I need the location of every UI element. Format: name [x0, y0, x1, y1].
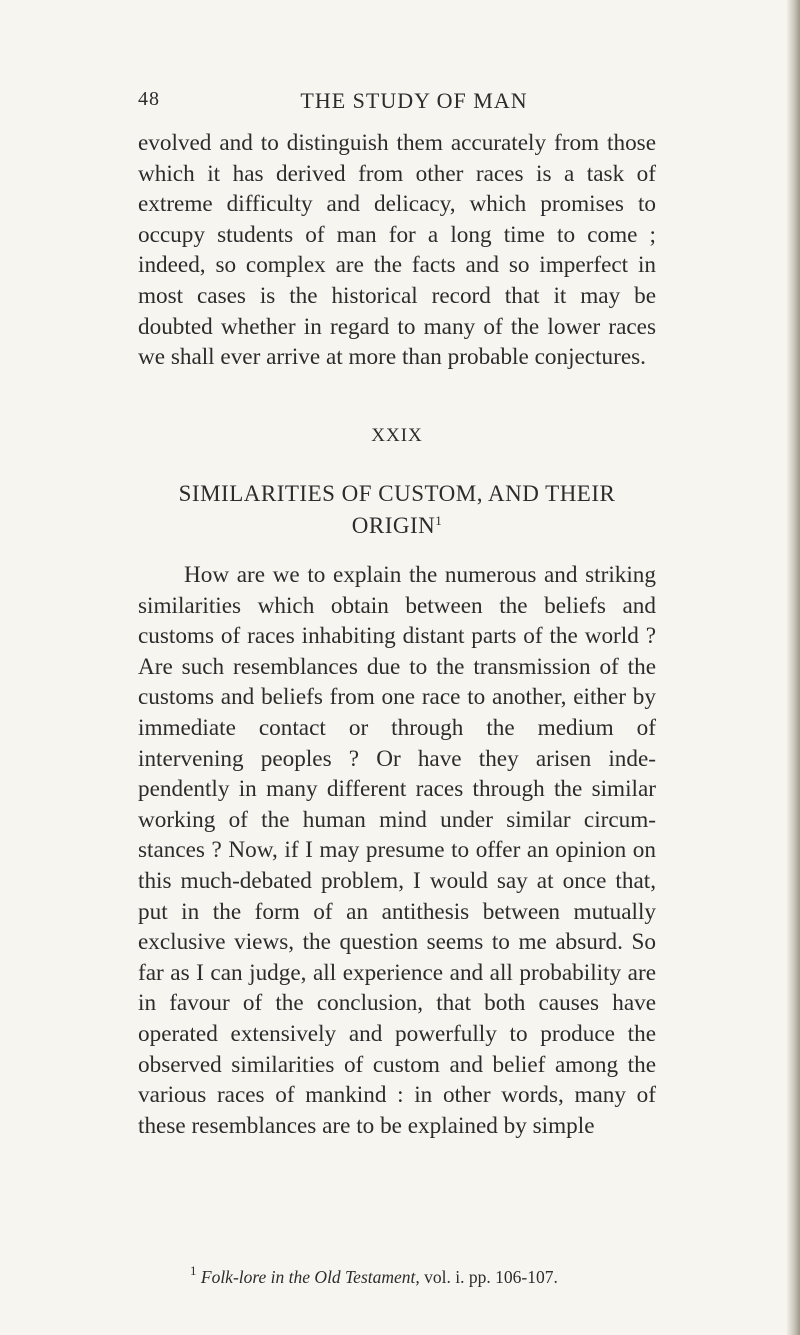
opening-paragraph: evolved and to distinguish them accurately from those which it has derived from other races is a task of extreme difficulty and delicacy, which promises to occupy students of man for a long time to come ; indeed, so complex are the facts and so imperfect in most cases is the historical record that it may be doubted whether in regard to many of the lower races we shall ever arrive at more than probable conjectures. — [138, 130, 656, 371]
section-number: XXIX — [371, 425, 423, 446]
main-paragraph: How are we to explain the numerous and striking similarities which obtain between the beliefs and customs of races inhabiting distant parts of the world ? Are such resemblances due to the transmission of the customs and beliefs from one race to another, either by immediate contact or through the medium of intervening peoples ? Or have they arisen inde- pendently in many different races through the similar working of the human mind under similar circum- stances ? Now, if I may presume to offer an opinion on this much-debated problem, I would say at once that, put in the form of an antithesis between mutually exclusive views, the question seems to me absurd. So far as I can judge, all experience and all probability are in favour of the conclusion, that both causes have operated extensively and powerfully to produce the observed similarities of custom and belief among the various races of mankind : in other words, many of these resemblances are to be explained by simple — [138, 562, 656, 1139]
page-number: 48 — [138, 88, 160, 110]
footnote — [190, 1263, 660, 1288]
running-title: THE STUDY OF MAN — [300, 88, 528, 113]
footnote-title: Folk-lore in the Old Testament, — [200, 1267, 420, 1287]
footnote-reference: vol. i. pp. 106-107. — [424, 1267, 558, 1287]
section-title — [138, 478, 656, 542]
page-edge-shadow — [786, 0, 800, 1335]
section-footnote-mark: 1 — [435, 513, 443, 528]
footnote-mark: 1 — [190, 1263, 197, 1278]
section-title-text: SIMILARITIES OF CUSTOM, AND THEIR ORIGIN — [178, 481, 616, 538]
running-head — [138, 88, 650, 118]
